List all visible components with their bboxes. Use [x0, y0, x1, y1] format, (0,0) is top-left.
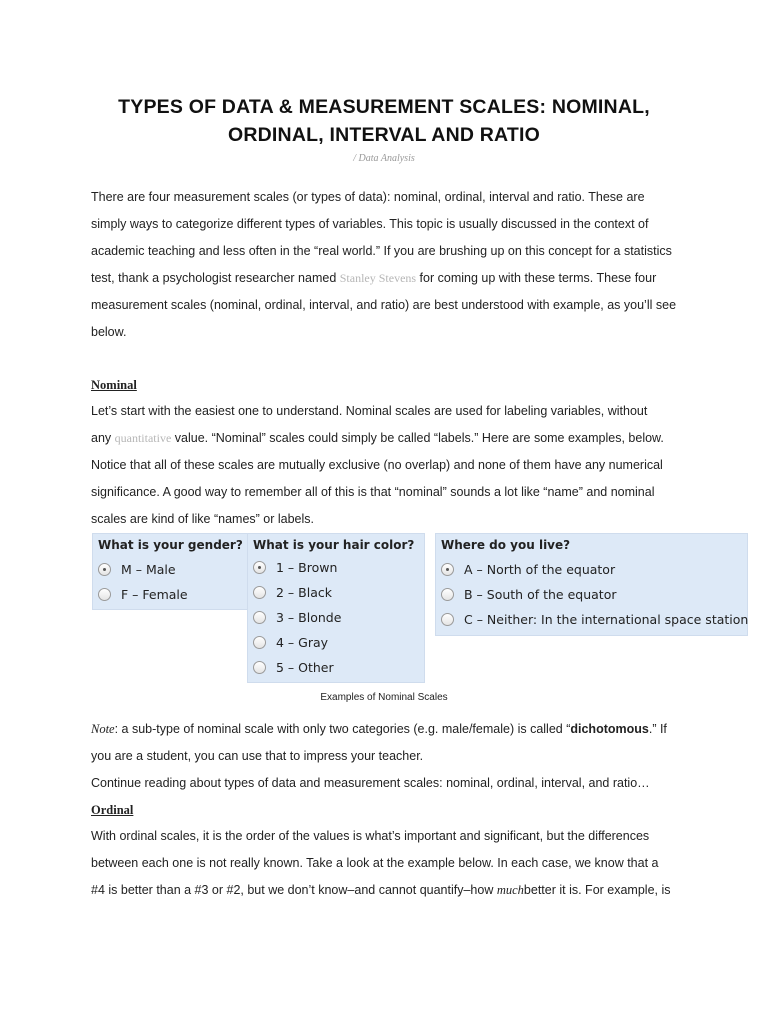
title-line-2: ORDINAL, INTERVAL AND RATIO	[228, 124, 540, 146]
radio-button-icon[interactable]	[441, 588, 454, 601]
continue-reading-line: Continue reading about types of data and measurement scales: nominal, ordinal, interval, and ratio…	[91, 776, 650, 790]
stanley-stevens-link[interactable]: Stanley Stevens	[339, 271, 417, 285]
gender-option-label: M – Male	[121, 561, 176, 577]
hair-option[interactable]	[253, 607, 341, 627]
note-line: you are a student, you can use that to impress your teacher.	[91, 749, 424, 763]
note-text: : a sub-type of nominal scale with only two categories (e.g. male/female) is called “	[114, 722, 571, 736]
note-label: Note	[91, 722, 115, 736]
hair-option-label: 2 – Black	[276, 584, 332, 600]
ordinal-line	[91, 877, 691, 904]
ordinal-heading: Ordinal	[91, 803, 134, 817]
hair-option-label: 4 – Gray	[276, 634, 329, 650]
nominal-line: Let’s start with the easiest one to understand. Nominal scales are used for labeling variables, without	[91, 404, 648, 418]
location-question-panel	[435, 533, 748, 636]
category-breadcrumb: / Data Analysis	[353, 153, 415, 164]
page-title	[60, 93, 708, 149]
radio-button-icon[interactable]	[253, 561, 266, 574]
note-paragraph	[91, 716, 691, 797]
radio-button-icon[interactable]	[98, 588, 111, 601]
quantitative-link[interactable]: quantitative	[114, 431, 172, 445]
dichotomous-term: dichotomous	[570, 722, 649, 736]
hair-option[interactable]	[253, 657, 334, 677]
note-text: .” If	[648, 722, 667, 736]
nominal-paragraph	[91, 398, 691, 533]
intro-line: There are four measurement scales (or types of data): nominal, ordinal, interval and ratio. These are	[91, 190, 645, 204]
gender-question: What is your gender?	[98, 538, 243, 552]
location-option-label: C – Neither: In the international space station	[464, 611, 749, 627]
hair-color-question-panel	[247, 533, 425, 683]
location-option-label: A – North of the equator	[464, 561, 616, 577]
hair-option[interactable]	[253, 582, 332, 602]
intro-line: measurement scales (nominal, ordinal, interval, and ratio) are best understood with example, as you’ll see	[91, 298, 677, 312]
intro-line: simply ways to categorize different types of variables. This topic is usually discussed in the context of	[91, 217, 649, 231]
radio-button-icon[interactable]	[253, 661, 266, 674]
location-option[interactable]	[441, 584, 616, 604]
hair-color-question: What is your hair color?	[253, 538, 415, 552]
ordinal-paragraph	[91, 823, 691, 904]
radio-button-icon[interactable]	[441, 563, 454, 576]
ordinal-line: between each one is not really known. Take a look at the example below. In each case, we know that a	[91, 856, 659, 870]
radio-button-icon[interactable]	[253, 611, 266, 624]
nominal-line: scales are kind of like “names” or labels.	[91, 512, 315, 526]
intro-line: academic teaching and less often in the “real world.” If you are brushing up on this concept for a statistics	[91, 244, 672, 258]
location-option[interactable]	[441, 559, 615, 579]
radio-button-icon[interactable]	[253, 636, 266, 649]
title-line-1: TYPES OF DATA & MEASUREMENT SCALES: NOMINAL,	[118, 96, 650, 118]
intro-text: for coming up with these terms. These four	[416, 271, 657, 285]
nominal-heading: Nominal	[91, 378, 137, 392]
radio-button-icon[interactable]	[98, 563, 111, 576]
intro-paragraph	[91, 184, 691, 346]
nominal-line	[91, 425, 691, 452]
much-emphasis: much	[496, 883, 524, 897]
nominal-text: value. “Nominal” scales could simply be called “labels.” Here are some examples, below.	[171, 431, 664, 445]
gender-option-label: F – Female	[121, 586, 188, 602]
radio-button-icon[interactable]	[441, 613, 454, 626]
gender-option[interactable]	[98, 584, 188, 604]
hair-option-label: 3 – Blonde	[276, 609, 342, 625]
nominal-line: Notice that all of these scales are mutually exclusive (no overlap) and none of them have any numerical	[91, 458, 663, 472]
location-option-label: B – South of the equator	[464, 586, 617, 602]
location-question: Where do you live?	[441, 538, 571, 552]
hair-option[interactable]	[253, 557, 337, 577]
hair-option[interactable]	[253, 632, 328, 652]
hair-option-label: 1 – Brown	[276, 559, 338, 575]
note-line	[91, 716, 691, 743]
ordinal-text: better it is. For example, is	[523, 883, 671, 897]
ordinal-line: With ordinal scales, it is the order of the values is what’s important and significant, but the differences	[91, 829, 650, 843]
gender-question-panel	[92, 533, 266, 610]
gender-option[interactable]	[98, 559, 176, 579]
intro-line	[91, 265, 691, 292]
figure-caption: Examples of Nominal Scales	[320, 692, 448, 703]
ordinal-text: #4 is better than a #3 or #2, but we don’t know–and cannot quantify–how	[91, 883, 497, 897]
radio-button-icon[interactable]	[253, 586, 266, 599]
location-option[interactable]	[441, 609, 748, 629]
intro-line: below.	[91, 325, 127, 339]
nominal-text: any	[91, 431, 115, 445]
nominal-line: significance. A good way to remember all of this is that “nominal” sounds a lot like “name” and nominal	[91, 485, 655, 499]
intro-text: test, thank a psychologist researcher named	[91, 271, 340, 285]
hair-option-label: 5 – Other	[276, 659, 334, 675]
